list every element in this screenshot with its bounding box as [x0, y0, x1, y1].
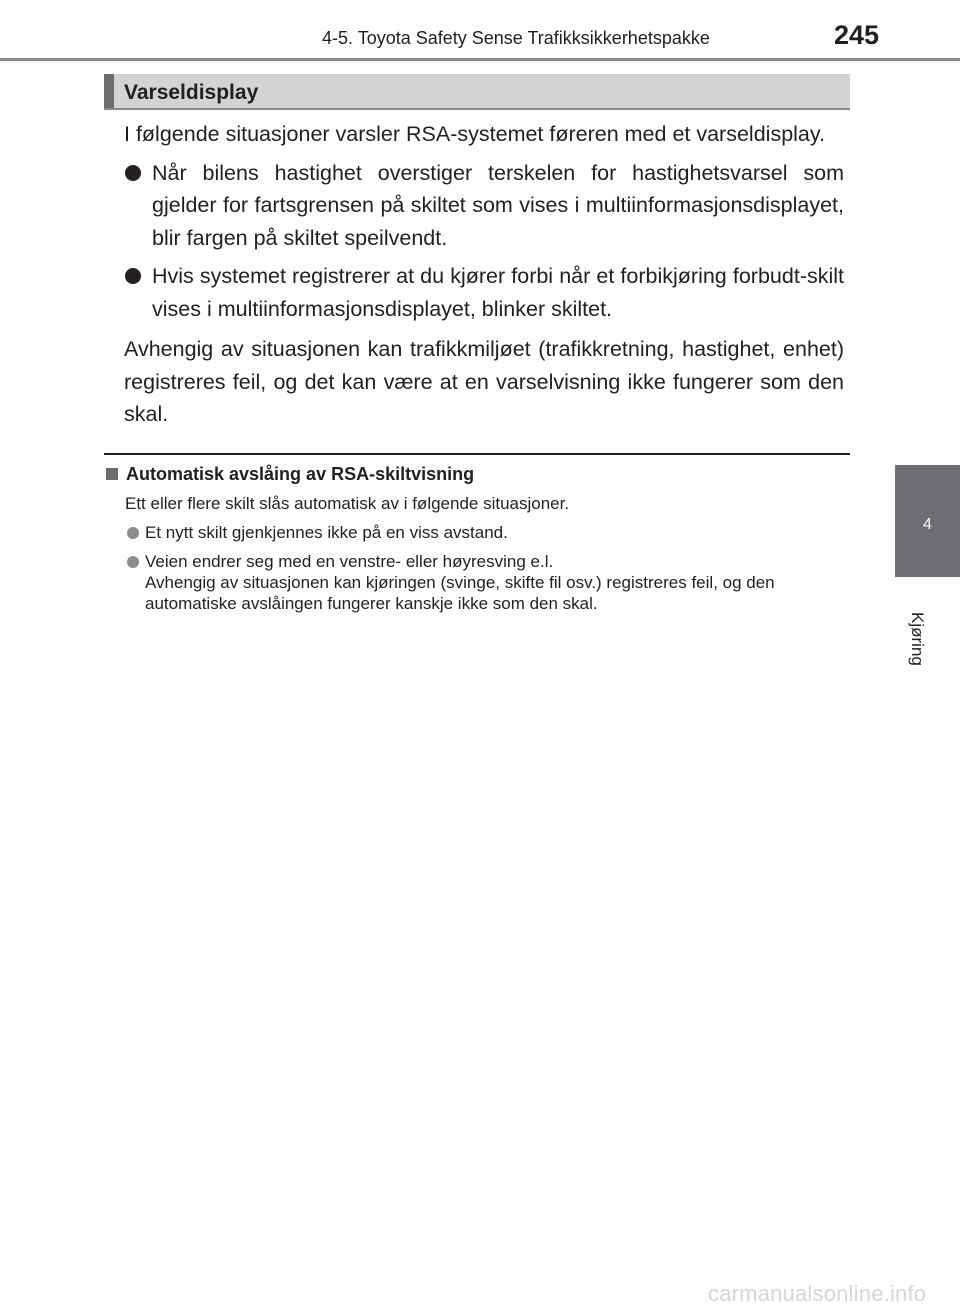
subsection-bullet-item [106, 551, 850, 614]
subsection-bullet-item [106, 522, 850, 543]
section-body [124, 118, 844, 431]
section-closing: Avhengig av situasjonen kan trafikkmiljøet (trafikkretning, hastighet, enhet) registreres feil, og det kan være at en varselvisning ikke fungerer som den skal. [124, 337, 844, 426]
section-heading-bar [104, 74, 850, 110]
bullet-dot-icon [125, 268, 141, 284]
running-header-section: 4-5. Toyota Safety Sense Trafikksikkerhetspakke [322, 28, 710, 48]
watermark: carmanualsonline.info [708, 1281, 927, 1306]
subsection-bullet-text: Et nytt skilt gjenkjennes ikke på en viss avstand. [145, 523, 508, 542]
section-intro: I følgende situasjoner varsler RSA-systemet føreren med et varseldisplay. [124, 122, 826, 146]
chapter-tab-number: 4 [923, 516, 932, 533]
square-bullet-icon [106, 468, 118, 480]
bullet-dot-icon [125, 165, 141, 181]
subsection [106, 463, 850, 622]
page-number: 245 [834, 20, 880, 50]
section-heading-accent [104, 74, 114, 108]
chapter-tab-label: Kjøring [908, 612, 927, 666]
section-bullet-list [124, 157, 844, 326]
subsection-bullet-note: Avhengig av situasjonen kan kjøringen (svinge, skifte fil osv.) registreres feil, og den automatiske avslåingen fungerer kanskje ikke som den skal. [145, 573, 775, 613]
subsection-bullet-text: Veien endrer seg med en venstre- eller høyresving e.l. [145, 552, 554, 571]
section-bullet-item [124, 260, 844, 325]
subsection-title: Automatisk avslåing av RSA-skiltvisning [126, 464, 475, 484]
section-bullet-text: Hvis systemet registrerer at du kjører forbi når et forbikjøring forbudt-skilt vises i multiinformasjonsdisplayet, blinker skiltet. [152, 264, 844, 321]
section-title: Varseldisplay [124, 81, 259, 104]
section-divider [104, 453, 850, 455]
subsection-bullet-list [106, 522, 850, 614]
bullet-dot-icon [127, 527, 139, 539]
bullet-dot-icon [127, 556, 139, 568]
subsection-heading [106, 463, 850, 485]
header-divider [0, 58, 960, 61]
subsection-intro: Ett eller flere skilt slås automatisk av i følgende situasjoner. [125, 494, 570, 513]
section-bullet-text: Når bilens hastighet overstiger terskelen for hastighetsvarsel som gjelder for fartsgrensen på skiltet som vises i multiinformasjonsdisplayet, blir fargen på skiltet speilvendt. [152, 160, 844, 250]
section-bullet-item [124, 157, 844, 255]
